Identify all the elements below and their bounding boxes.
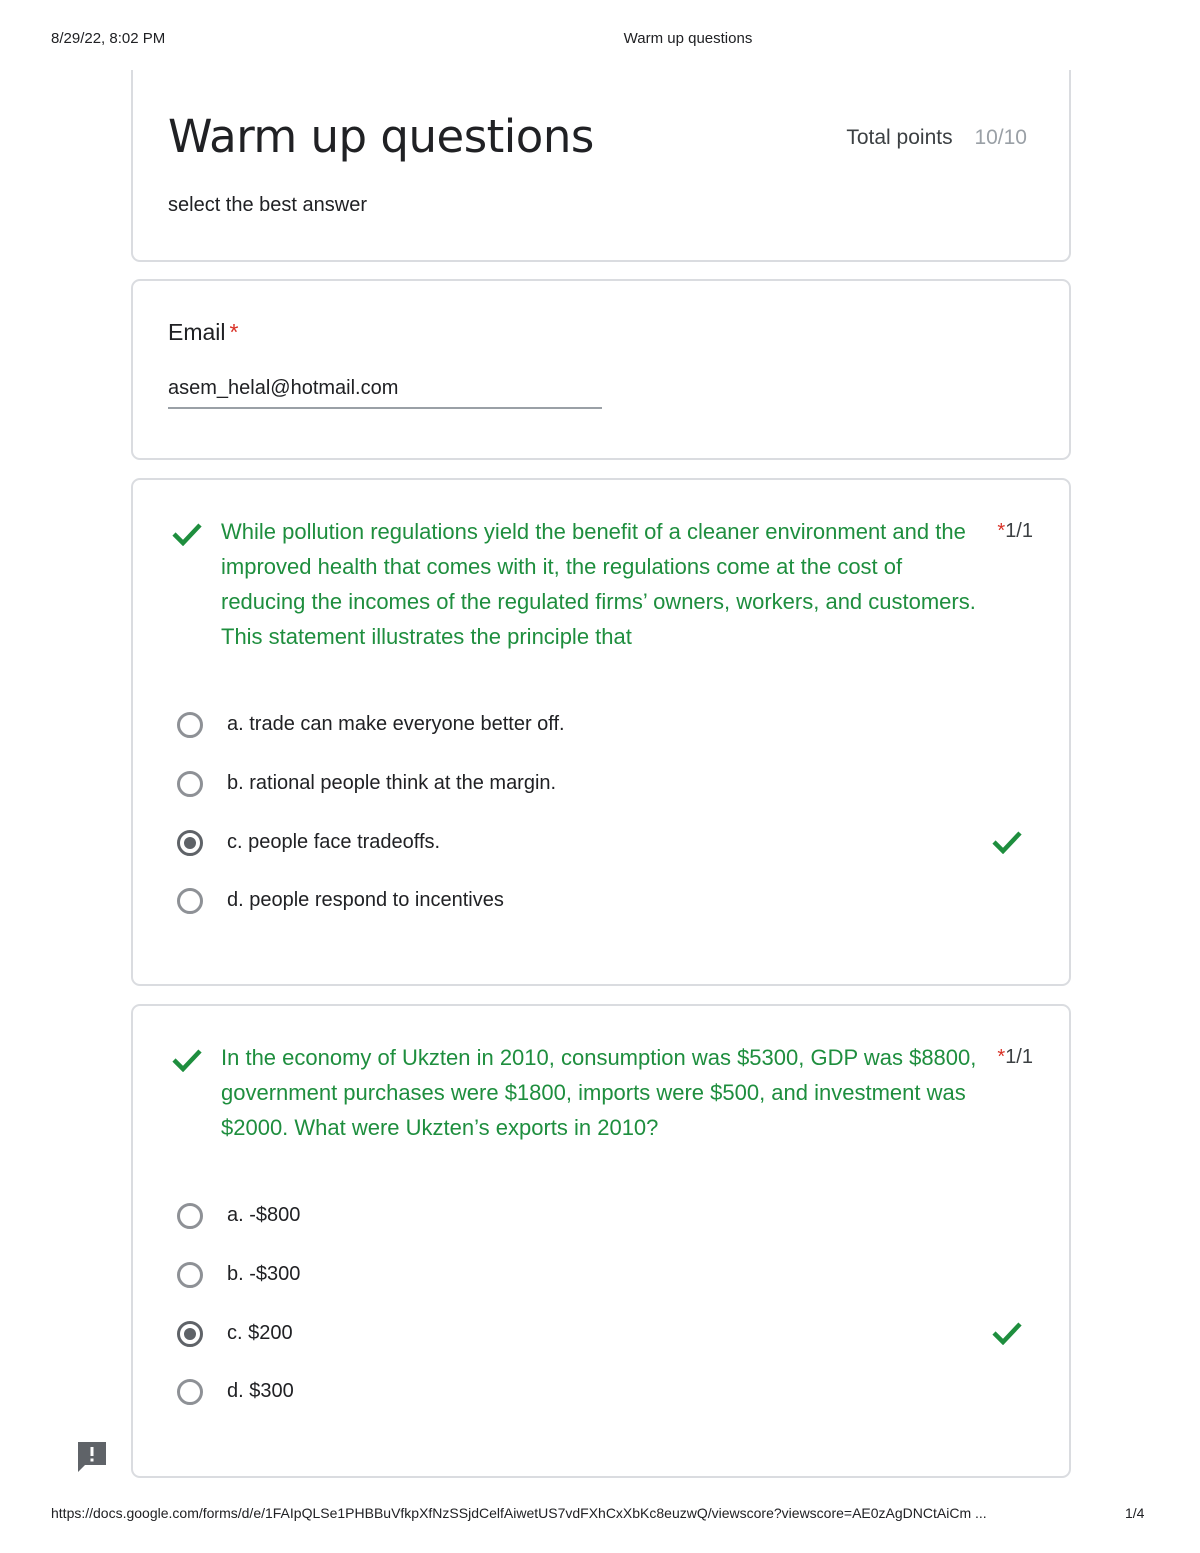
score-value: 1/1 bbox=[1005, 1046, 1033, 1068]
score-value: 1/1 bbox=[1005, 520, 1033, 542]
required-asterisk: * bbox=[229, 319, 239, 345]
total-points-value: 10/10 bbox=[974, 126, 1027, 149]
print-date: 8/29/22, 8:02 PM bbox=[51, 30, 166, 47]
option-label: d. people respond to incentives bbox=[227, 889, 504, 911]
option-label: b. -$300 bbox=[227, 1263, 301, 1285]
option-b[interactable] bbox=[177, 767, 1027, 807]
form-description: select the best answer bbox=[168, 194, 367, 216]
question-text: In the economy of Ukzten in 2010, consumption was $5300, GDP was $8800, government purchases were $1800, imports were $500, and investment was $2000. What were Ukzten’s exports in 2010? bbox=[221, 1045, 977, 1140]
question-card-1 bbox=[131, 478, 1071, 986]
option-label: a. trade can make everyone better off. bbox=[227, 713, 565, 735]
check-icon bbox=[171, 1048, 203, 1072]
check-icon bbox=[991, 830, 1023, 854]
option-label: b. rational people think at the margin. bbox=[227, 772, 557, 794]
page-url: https://docs.google.com/forms/d/e/1FAIpQLSe1PHBBuVfkpXfNzSSjdCelfAiwetUS7vdFXhCxXbKc8euzwQ/viewscore?viewscore=AE0zAgDNCtAiCm ... bbox=[51, 1505, 987, 1521]
print-title: Warm up questions bbox=[623, 30, 753, 47]
total-points bbox=[846, 126, 1027, 150]
total-points-label: Total points bbox=[846, 126, 953, 149]
radio-button[interactable] bbox=[177, 771, 203, 797]
option-d[interactable] bbox=[177, 1375, 1027, 1415]
email-card bbox=[131, 279, 1071, 460]
email-label-text: Email bbox=[168, 319, 226, 345]
form-header-card bbox=[131, 70, 1071, 262]
question-text: While pollution regulations yield the benefit of a cleaner environment and the improved health that comes with it, the regulations come at the cost of reducing the incomes of the regulated firms’ owners, workers, and customers. This statement illustrates the principle that bbox=[221, 519, 976, 649]
email-label bbox=[168, 319, 238, 346]
option-b[interactable] bbox=[177, 1258, 1027, 1298]
required-asterisk: * bbox=[997, 1046, 1006, 1068]
form-title: Warm up questions bbox=[168, 110, 594, 163]
option-d[interactable] bbox=[177, 884, 1027, 924]
option-label: c. $200 bbox=[227, 1322, 293, 1344]
print-footer bbox=[0, 1505, 1200, 1525]
check-icon bbox=[991, 1321, 1023, 1345]
radio-button[interactable] bbox=[177, 888, 203, 914]
check-icon bbox=[171, 522, 203, 546]
radio-button[interactable] bbox=[177, 1262, 203, 1288]
option-c[interactable] bbox=[177, 1317, 1027, 1357]
radio-button[interactable] bbox=[177, 1379, 203, 1405]
email-field[interactable]: asem_helal@hotmail.com bbox=[168, 377, 602, 409]
option-label: c. people face tradeoffs. bbox=[227, 831, 441, 853]
radio-button[interactable] bbox=[177, 1203, 203, 1229]
feedback-icon[interactable] bbox=[76, 1440, 108, 1474]
option-a[interactable] bbox=[177, 708, 1027, 748]
option-label: a. -$800 bbox=[227, 1204, 301, 1226]
question-score bbox=[997, 1046, 1033, 1069]
option-a[interactable] bbox=[177, 1199, 1027, 1239]
option-c[interactable] bbox=[177, 826, 1027, 866]
question-score bbox=[997, 520, 1033, 543]
question-card-2 bbox=[131, 1004, 1071, 1478]
radio-button-selected[interactable] bbox=[177, 830, 203, 856]
print-header bbox=[0, 30, 1200, 50]
page-number: 1/4 bbox=[1125, 1505, 1145, 1521]
radio-button[interactable] bbox=[177, 712, 203, 738]
radio-button-selected[interactable] bbox=[177, 1321, 203, 1347]
required-asterisk: * bbox=[997, 520, 1006, 542]
option-label: d. $300 bbox=[227, 1380, 294, 1402]
